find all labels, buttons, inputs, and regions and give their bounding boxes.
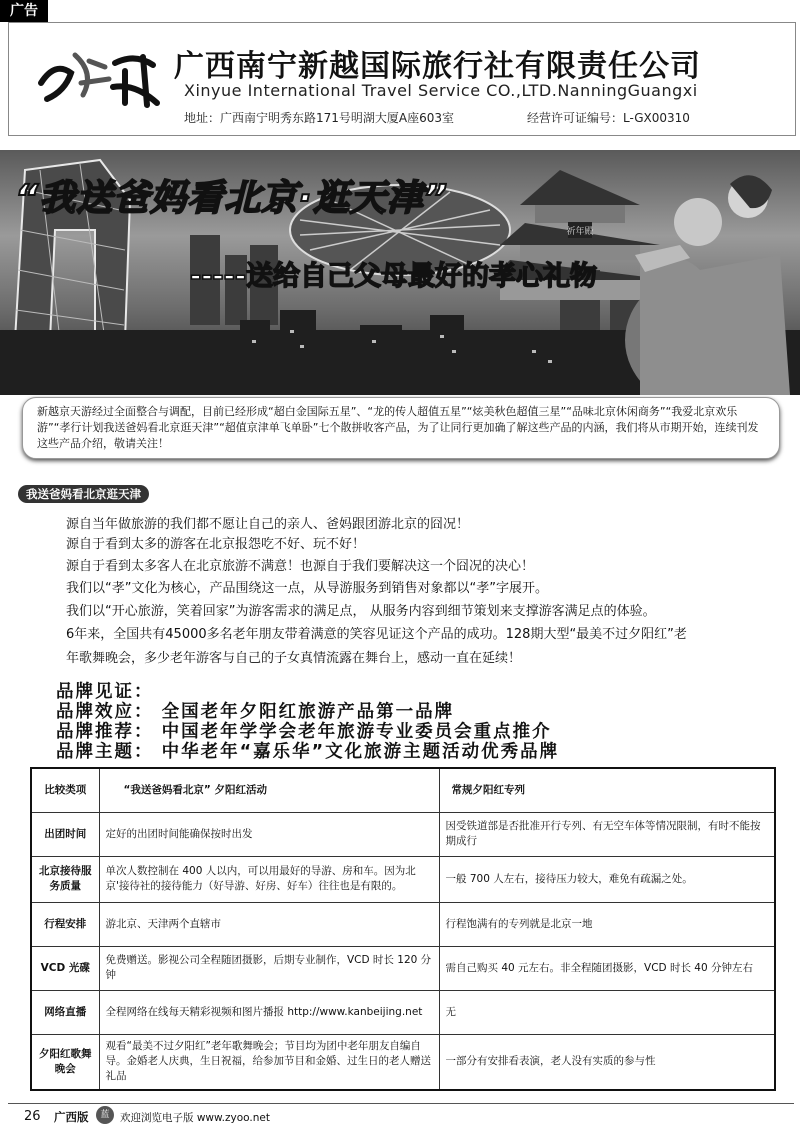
intro-box: [22, 397, 780, 459]
table-row: [31, 990, 775, 1034]
company-name-en: Xinyue International Travel Service CO.,LTD.NanningGuangxi: [184, 81, 698, 100]
body-line: 我们以“开心旅游，笑着回家”为游客需求的满足点， 从服务内容到细节策划来支撑游客满足点的体验。: [66, 604, 656, 619]
table-label-cell: 北京接待服务质量: [31, 856, 99, 902]
table-cell: 一部分有安排看表演，老人没有实质的参与性: [439, 1034, 775, 1090]
body-line: 6年来，全国共有45000多名老年朋友带着满意的笑容见证这个产品的成功。128期大型“最美不过夕阳红”老: [66, 627, 687, 642]
brand-line: 品牌效应： 全国老年夕阳红旅游产品第一品牌: [56, 702, 455, 722]
table-row: [31, 1034, 775, 1090]
body-line: 源自于看到太多客人在北京旅游不满意！也源自于我们要解决这一个囧况的决心！: [66, 559, 535, 574]
body-line: 年歌舞晚会，多少老年游客与自己的子女真情流露在舞台上，感动一直在延续！: [66, 651, 522, 666]
brand-line: 品牌见证：: [56, 682, 154, 702]
table-cell: 游北京、天津两个直辖市: [99, 902, 439, 946]
table-cell: 定好的出团时间能确保按时出发: [99, 812, 439, 856]
table-label-cell: 夕阳红歌舞晚会: [31, 1034, 99, 1090]
table-header-row: [31, 768, 775, 812]
elderly-couple-photo-icon: [625, 175, 790, 395]
table-row: [31, 946, 775, 990]
company-address: 地址：广西南宁明秀东路171号明湖大厦A座603室: [184, 111, 455, 125]
comparison-table: [30, 767, 776, 1091]
body-line: 源自当年做旅游的我们都不愿让自己的亲人、爸妈跟团游北京的囧况！: [66, 517, 470, 532]
table-label-cell: 网络直播: [31, 990, 99, 1034]
temple-sign: 祈年殿: [566, 227, 594, 237]
table-label-cell: 行程安排: [31, 902, 99, 946]
company-header: [8, 22, 796, 136]
table-cell: 因受铁道部是否批准开行专列、有无空车体等情况限制，有时不能按期成行: [439, 812, 775, 856]
brand-line: 品牌主题： 中华老年“嘉乐华”文化旅游主题活动优秀品牌: [56, 742, 560, 762]
table-header-cell: “我送爸妈看北京” 夕阳红活动: [99, 768, 439, 812]
section-tag: 我送爸妈看北京逛天津: [18, 485, 149, 503]
table-row: [31, 856, 775, 902]
footer-website-link[interactable]: 欢迎浏览电子版 www.zyoo.net: [120, 1112, 270, 1124]
banner-title: “我送爸妈看北京·逛天津”: [15, 178, 449, 219]
table-cell: 单次人数控制在 400 人以内，可以用最好的导游、房和车。因为北京'接待社的接待能力（好导游、好房、好车）往往也是有限的。: [99, 856, 439, 902]
footer-divider: [8, 1103, 794, 1104]
table-cell: 行程饱满有的专列就是北京一地: [439, 902, 775, 946]
intro-text: 新越京天游经过全面整合与调配，目前已经形成“超白金国际五星”、“龙的传人超值五星”“炫美秋色超值三星”“品味北京休闲商务”“我爱北京欢乐游”“孝行计划我送爸妈看北京逛天津”“超值京津单飞单卧”七个散拼收客产品，为了让同行更加确了解这些产品的内涵，我们将从市期开始，连续刊发这些产品介绍，敬请关注！: [37, 405, 759, 450]
table-header-cell: 比较类项: [31, 768, 99, 812]
ad-tag: 广告: [0, 0, 48, 22]
license-number: 经营许可证编号：L-GX00310: [527, 111, 690, 125]
table-cell: 免费赠送。影视公司全程随团摄影，后期专业制作，VCD 时长 120 分钟: [99, 946, 439, 990]
table-cell: 全程网络在线每天精彩视频和图片播报 http://www.kanbeijing.net: [99, 990, 439, 1034]
edition-badge-icon: 蓝: [96, 1106, 114, 1124]
body-line: 源自于看到太多的游客在北京报怨吃不好、玩不好！: [66, 537, 366, 552]
table-label-cell: 出团时间: [31, 812, 99, 856]
footer-edition: 广西版: [54, 1110, 89, 1124]
company-name-cn: 广西南宁新越国际旅行社有限责任公司: [174, 49, 701, 84]
table-header-cell: 常规夕阳红专列: [439, 768, 775, 812]
table-cell: 无: [439, 990, 775, 1034]
banner-subtitle: -----送给自己父母最好的孝心礼物: [190, 261, 598, 292]
brand-line: 品牌推荐： 中国老年学学会老年旅游专业委员会重点推介: [56, 722, 552, 742]
table-row: [31, 812, 775, 856]
company-logo-icon: [35, 43, 165, 113]
table-cell: 需自己购买 40 元左右。非全程随团摄影，VCD 时长 40 分钟左右: [439, 946, 775, 990]
table-cell: 一般 700 人左右，接待压力较大，难免有疏漏之处。: [439, 856, 775, 902]
table-row: [31, 902, 775, 946]
table-cell: 观看“最美不过夕阳红”老年歌舞晚会；节目均为团中老年朋友自编自导。金婚老人庆典，生日祝福，给参加节目和金婚、过生日的老人赠送礼品: [99, 1034, 439, 1090]
page-number: 26: [24, 1109, 41, 1124]
body-line: 我们以“孝”文化为核心，产品围绕这一点，从导游服务到销售对象都以“孝”字展开。: [66, 581, 548, 596]
table-label-cell: VCD 光碟: [31, 946, 99, 990]
